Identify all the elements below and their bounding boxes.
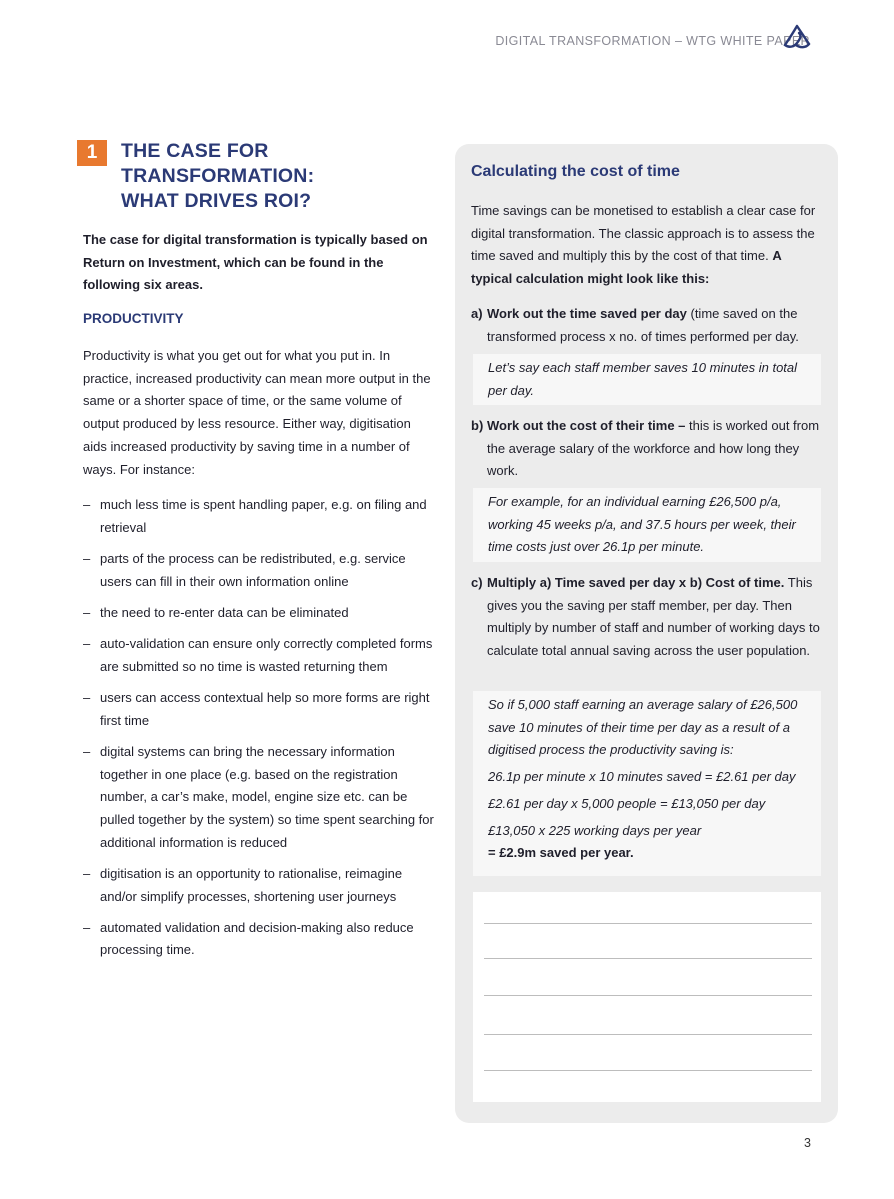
section-intro: The case for digital transformation is typically based on Return on Investment, which can be found in the following six areas. [83,232,428,292]
example-c-intro: So if 5,000 staff earning an average salary of £26,500 save 10 minutes of their time per day as a result of a digitised process the productivity saving is: [488,697,798,758]
list-item [83,494,435,539]
section-title-line: THE CASE FOR [121,140,269,162]
bullet-dash: – [83,497,91,512]
bullet-dash: – [83,550,91,566]
list-item-text: much less time is spent handling paper, e.g. on filing and retrieval [100,497,427,535]
step-label: c) [471,575,483,590]
productivity-bullet-list [83,494,435,971]
calc-line: £13,050 x 225 working days per year [488,822,702,838]
running-header: DIGITAL TRANSFORMATION – WTG WHITE PAPER [495,34,810,48]
note-line [484,1070,812,1071]
step-text: (time saved on the transformed process x no. of times performed per day. [487,306,799,344]
panel-title: Calculating the cost of time [471,163,680,180]
list-item [83,633,435,678]
step-bold: Multiply a) Time saved per day x b) Cost of time. [487,575,785,590]
list-item-text: users can access contextual help so more forms are right first time [100,689,430,728]
list-item [83,863,435,908]
step-bold: Work out the cost of their time – [487,418,686,433]
step-a [471,303,821,348]
step-label: b) [471,418,484,433]
productivity-heading: PRODUCTIVITY [83,311,184,326]
step-b [471,415,821,483]
list-item [83,917,435,962]
calc-total: = £2.9m saved per year. [488,845,634,861]
step-bold: Work out the time saved per day [487,306,687,321]
bullet-dash: – [83,604,91,620]
productivity-paragraph: Productivity is what you get out for what you put in. In practice, increased productivity can mean more output in the same or a shorter space of time, or the same volume of output produced by less resource. Either way, digitisation aids increased productivity by saving time in a number of ways. For instance: [83,348,431,477]
note-line [484,958,812,959]
step-c [471,572,821,663]
example-b: For example, for an individual earning £26,500 p/a, working 45 weeks p/a, and 37.5 hours per week, their time costs just over 26.1p per minute. [473,488,821,562]
list-item-text: automated validation and decision-making also reduce processing time. [100,919,414,958]
calc-line: 26.1p per minute x 10 minutes saved = £2.61 per day [488,769,796,785]
section-number-badge: 1 [77,140,107,166]
example-c [473,691,821,876]
step-label: a) [471,306,483,321]
section-title [121,139,381,214]
page-number: 3 [804,1136,811,1150]
list-item-text: digital systems can bring the necessary information together in one place (e.g. based on the registration number, a car’s make, model, engine size etc. can be pulled together by the system) so time spent searching for additional information is reduced [100,743,434,850]
panel-intro-bold: A typical calculation might look like this: [471,248,782,286]
wtg-logo-icon [782,24,812,50]
bullet-dash: – [83,919,91,935]
panel-intro [471,200,821,290]
bullet-dash: – [83,636,91,652]
bullet-dash: – [83,689,91,705]
list-item-text: the need to re-enter data can be eliminated [100,604,349,620]
step-text: This gives you the saving per staff member, per day. Then multiply by number of staff and number of working days to calculate total annual saving across the user population. [487,575,820,659]
section-title-line: WHAT DRIVES ROI? [121,190,312,212]
example-a: Let’s say each staff member saves 10 minutes in total per day. [473,354,821,405]
section-title-line: TRANSFORMATION: [121,165,315,187]
step-text: this is worked out from the average salary of the workforce and how long they work. [487,418,820,479]
list-item [83,548,435,593]
list-item [83,687,435,732]
note-line [484,995,812,996]
notes-box [473,892,821,1102]
bullet-dash: – [83,865,91,881]
list-item-text: digitisation is an opportunity to rationalise, reimagine and/or simplify processes, shortening user journeys [100,865,403,904]
list-item [83,602,435,625]
list-item-text: parts of the process can be redistributed, e.g. service users can fill in their own information online [100,550,406,589]
list-item [83,741,435,855]
calc-line: £2.61 per day x 5,000 people = £13,050 per day [488,795,766,811]
bullet-dash: – [83,743,91,759]
note-line [484,923,812,924]
list-item-text: auto-validation can ensure only correctly completed forms are submitted so no time is wasted returning them [100,636,433,674]
panel-intro-text: Time savings can be monetised to establish a clear case for digital transformation. The classic approach is to assess the time saved and multiply this by the cost of that time. [471,203,816,263]
note-line [484,1034,812,1035]
